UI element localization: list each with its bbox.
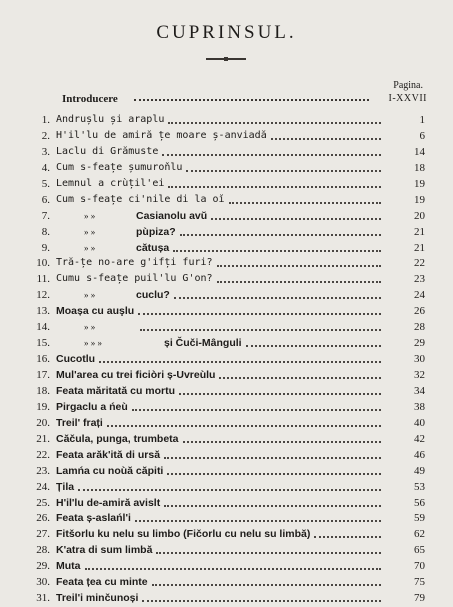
ditto-mark: » »	[84, 242, 96, 253]
entry-page-number: 14	[414, 145, 425, 158]
dot-leader	[162, 154, 381, 156]
toc-entry	[0, 511, 453, 527]
entry-number: 11.	[36, 273, 50, 286]
toc-entry	[0, 241, 453, 257]
entry-title: Muta	[56, 560, 81, 573]
toc-entry	[0, 400, 453, 416]
toc-entry	[0, 352, 453, 368]
dot-leader	[152, 584, 381, 586]
entry-number: 24.	[36, 480, 50, 493]
entry-title: Andrușlu și araplu	[56, 114, 165, 125]
toc-entry	[0, 272, 453, 288]
entry-page-number: 56	[414, 496, 425, 509]
ditto-mark: » »	[84, 322, 96, 333]
entry-number: 17.	[36, 369, 50, 381]
entry-page-number: 75	[414, 576, 425, 589]
entry-title: și Čuči-Mânguli	[164, 337, 242, 350]
dot-leader	[135, 520, 381, 522]
entry-page-number: 1	[419, 114, 425, 126]
dot-leader	[78, 489, 381, 491]
entry-title: Cum s-feațe șumuroňlu	[56, 161, 183, 173]
dot-leader	[134, 99, 369, 101]
entry-page-number: 59	[414, 512, 425, 525]
entry-page-number: 62	[414, 528, 425, 541]
entry-page-number: 46	[414, 448, 425, 461]
entry-title: Tră-țe no-are g'ifți furi?	[56, 257, 213, 269]
entry-title: Cumu s-feațe puil'lu G'on?	[56, 273, 213, 285]
entry-number: 5.	[41, 177, 50, 190]
entry-title: Fitšorlu ku nelu su limbo (Fičorlu cu nelu su limbă)	[56, 528, 311, 541]
entry-number: 7.	[41, 209, 50, 222]
entry-title: Feata măritată cu mortu	[56, 384, 176, 397]
entry-title: Mul'area cu trei ficiòri ș-Uvreùlu	[56, 369, 216, 381]
entry-number: 2.	[41, 129, 50, 142]
entry-page-number: 79	[414, 592, 425, 605]
ditto-mark: » » »	[84, 338, 102, 349]
introduction-label: Introducere	[62, 93, 118, 105]
entry-title: Pirgaclu a ńeù	[56, 400, 128, 413]
entry-number: 21.	[36, 432, 50, 445]
entry-title: Laclu di Grămuste	[56, 145, 159, 157]
dot-leader	[314, 536, 381, 538]
entry-title: Feata ș-aslańl'i	[56, 512, 131, 525]
entry-title: Căčula, punga, trumbeta	[56, 432, 179, 445]
entry-page-number: 65	[414, 544, 425, 557]
entry-title: Cum s-feațe ci'nile di la oĭ	[56, 193, 225, 205]
entry-title: pùpiza?	[136, 225, 176, 238]
entry-page-number: 38	[414, 400, 425, 413]
dot-leader	[142, 600, 381, 602]
entry-number: 6.	[41, 193, 50, 206]
entry-page-number: 24	[414, 289, 425, 302]
entry-page-number: 42	[414, 432, 425, 445]
toc-entry	[0, 177, 453, 193]
dot-leader	[211, 218, 381, 220]
entry-title: Țila	[56, 480, 75, 493]
toc-entry	[0, 304, 453, 320]
dot-leader	[107, 425, 381, 427]
dot-leader	[186, 170, 381, 172]
toc-entry	[0, 496, 453, 512]
toc-entry	[0, 591, 453, 607]
entry-number: 18.	[36, 384, 50, 397]
dot-leader	[271, 138, 381, 140]
entry-title: Lemnul a crùțil'ei	[56, 177, 165, 189]
entry-page-number: 20	[414, 209, 425, 222]
dot-leader	[217, 281, 381, 283]
entry-page-number: 34	[414, 384, 425, 397]
toc-entry	[0, 336, 453, 352]
toc-entry	[0, 113, 453, 129]
toc-entry	[0, 432, 453, 448]
entry-number: 1.	[41, 114, 50, 126]
dot-leader	[140, 329, 381, 331]
entry-page-number: 28	[414, 321, 425, 334]
entry-title: Cucotlu	[56, 353, 96, 366]
entry-page-number: 32	[414, 369, 425, 381]
dot-leader	[174, 297, 381, 299]
introduction-page: I-XXVII	[388, 93, 427, 104]
dot-leader	[168, 122, 381, 124]
dot-leader	[164, 457, 381, 459]
entry-page-number: 18	[414, 161, 425, 174]
toc-entry	[0, 527, 453, 543]
entry-number: 14.	[36, 321, 50, 334]
entry-number: 4.	[41, 161, 50, 174]
pagina-column-header: Pagina.	[393, 80, 423, 91]
dot-leader	[217, 265, 381, 267]
ditto-mark: » »	[84, 290, 96, 301]
entry-page-number: 49	[414, 464, 425, 477]
dot-leader	[132, 409, 381, 411]
dot-leader	[167, 473, 381, 475]
dot-leader	[219, 377, 381, 379]
entry-page-number: 21	[414, 241, 425, 254]
entry-number: 25.	[36, 496, 50, 509]
dot-leader	[180, 234, 381, 236]
toc-entry	[0, 416, 453, 432]
dot-leader	[85, 568, 381, 570]
toc-entry	[0, 256, 453, 272]
dot-leader	[173, 250, 381, 252]
entry-number: 29.	[36, 560, 50, 573]
entry-title: Feata arăk'ită di ursă	[56, 448, 161, 461]
entry-page-number: 26	[414, 305, 425, 318]
entry-number: 23.	[36, 464, 50, 477]
entry-title: Treil'i minčunoși	[56, 592, 139, 605]
entry-number: 19.	[36, 400, 50, 413]
toc-entry	[0, 575, 453, 591]
toc-entry	[0, 193, 453, 209]
ditto-mark: » »	[84, 210, 96, 221]
entry-title: Lamńa cu noùă căpiti	[56, 464, 164, 477]
entry-number: 27.	[36, 528, 50, 541]
entry-number: 15.	[36, 337, 50, 350]
dot-leader	[138, 313, 381, 315]
toc-entry	[0, 543, 453, 559]
entry-page-number: 19	[414, 177, 425, 190]
title-ornament	[206, 58, 246, 60]
entry-title: Treil' frați	[56, 416, 103, 429]
dot-leader	[183, 441, 381, 443]
entry-number: 26.	[36, 512, 50, 525]
entry-page-number: 30	[414, 353, 425, 366]
toc-entry	[0, 225, 453, 241]
entry-number: 10.	[36, 257, 50, 270]
toc-entry	[0, 161, 453, 177]
dot-leader	[164, 505, 381, 507]
toc-entry	[0, 209, 453, 225]
toc-entry	[0, 145, 453, 161]
entry-page-number: 23	[414, 273, 425, 286]
toc-entry	[0, 464, 453, 480]
entry-number: 22.	[36, 448, 50, 461]
entry-title: cătușa	[136, 241, 170, 254]
page-title: CUPRINSUL.	[156, 22, 297, 43]
entry-title: H'il'lu de amiră țe moare ș-anviadă	[56, 129, 267, 141]
dot-leader	[156, 552, 381, 554]
contents-list	[0, 113, 453, 607]
entry-number: 31.	[36, 592, 50, 605]
entry-title: cuclu?	[136, 289, 170, 302]
ditto-mark: » »	[84, 226, 96, 237]
entry-number: 9.	[41, 241, 50, 254]
entry-page-number: 21	[414, 225, 425, 238]
entry-number: 20.	[36, 416, 50, 429]
entry-page-number: 22	[414, 257, 425, 270]
entry-page-number: 70	[414, 560, 425, 573]
entry-page-number: 40	[414, 416, 425, 429]
entry-title: K'atra di sum limbă	[56, 544, 153, 557]
dot-leader	[99, 361, 381, 363]
toc-entry	[0, 480, 453, 496]
entry-number: 28.	[36, 544, 50, 557]
toc-entry	[0, 320, 453, 336]
ornament-dot	[224, 57, 228, 61]
toc-entry	[0, 448, 453, 464]
entry-page-number: 53	[414, 480, 425, 493]
entry-title: Moașa cu auşlu	[56, 305, 135, 318]
entry-number: 30.	[36, 576, 50, 589]
dot-leader	[246, 345, 381, 347]
toc-entry	[0, 129, 453, 145]
entry-number: 3.	[41, 145, 50, 158]
dot-leader	[168, 186, 381, 188]
entry-title: Feata țea cu minte	[56, 576, 148, 589]
entry-title: H'il'lu de-amiră avislt	[56, 496, 161, 509]
entry-number: 16.	[36, 353, 50, 366]
entry-number: 8.	[41, 225, 50, 238]
entry-page-number: 19	[414, 193, 425, 206]
toc-entry	[0, 559, 453, 575]
introduction-entry	[0, 93, 453, 107]
toc-entry	[0, 384, 453, 400]
entry-page-number: 29	[414, 337, 425, 350]
toc-entry	[0, 288, 453, 304]
toc-entry	[0, 368, 453, 384]
entry-title: Casianolu avŭ	[136, 209, 208, 222]
entry-page-number: 6	[419, 129, 425, 142]
dot-leader	[229, 202, 381, 204]
entry-number: 12.	[36, 289, 50, 302]
entry-number: 13.	[36, 305, 50, 318]
dot-leader	[179, 393, 381, 395]
